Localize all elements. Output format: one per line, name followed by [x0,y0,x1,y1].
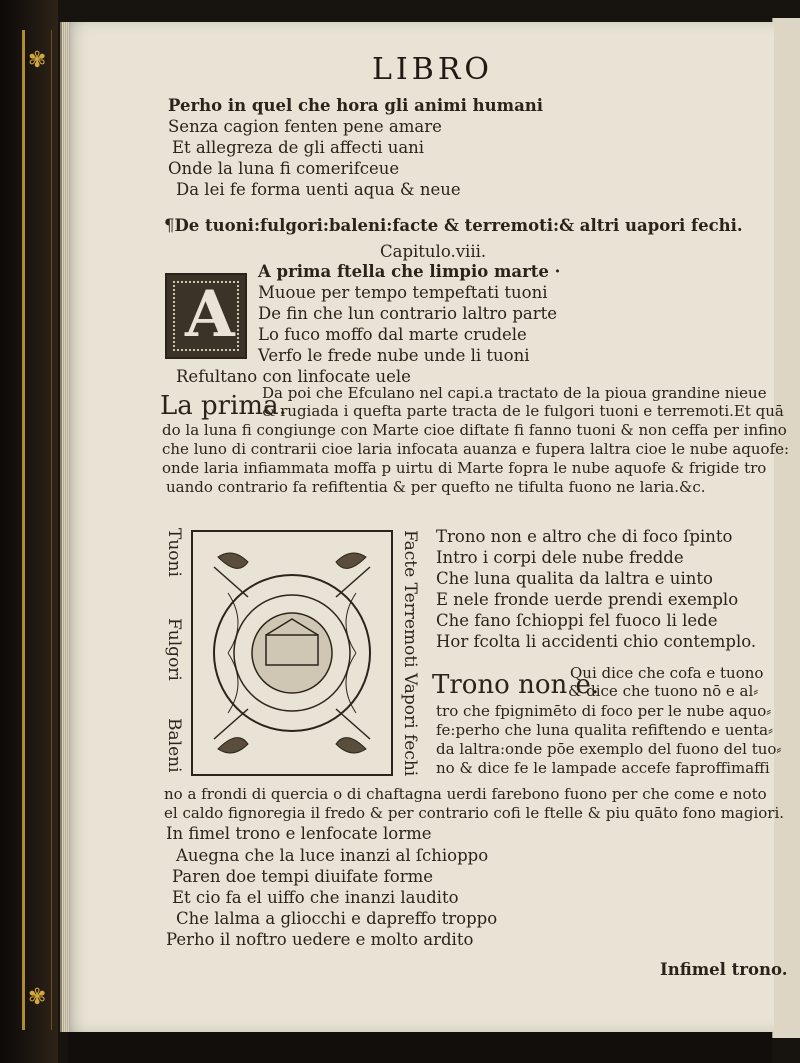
verse-line: Che luna qualita da laltra e uinto [436,569,713,588]
verse-line: Verfo le frede nube unde li tuoni [258,346,530,365]
running-header: LIBRO [372,52,494,87]
verse-line: In fimel trono e lenfocate lorme [166,824,432,843]
verse-line: Et cio fa el uiffo che inanzi laudito [172,888,459,907]
verse-line: Lo fuco moffo dal marte crudele [258,325,527,344]
commentary-line: Da poi che Efculano nel capi.a tractato de la pioua grandine nieue [262,384,767,402]
gilt-ornament-icon: ✾ [28,985,47,1010]
verse-line: Intro i corpi dele nube fredde [436,548,684,567]
verse-line: Paren doe tempi diuifate forme [172,867,434,886]
verse-line: Refultano con linfocate uele [176,367,411,386]
figure-label-fulgori: Fulgori [164,618,184,681]
chapter-title: Capitulo.viii. [380,242,487,261]
verse-line: Da lei fe forma uenti aqua & neue [176,180,461,199]
commentary-line: do la luna fi congiunge con Marte cioe diftate fi fanno tuoni & non ceffa per infino [162,421,787,439]
verse-line: Muoue per tempo tempeftati tuoni [258,283,548,302]
commentary-line: uando contrario fa refiftentia & per quefto ne tifulta fuono ne laria.&c. [166,478,706,496]
decorated-initial [165,273,247,359]
verse-line: Perho in quel che hora gli animi humani [168,96,544,115]
commentary-lead: La prima. [160,391,287,421]
woodcut-illustration [188,527,396,779]
commentary-line: & dice che tuono nō e al⸗ [568,682,759,700]
verse-line: E nele fronde uerde prendi exemplo [436,590,739,609]
verse-line: Auegna che la luce inanzi al ſchioppo [176,846,489,865]
figure-label-baleni: Baleni [164,718,184,773]
gilt-ornament-icon: ✾ [28,48,47,73]
initial-letter: A [185,277,235,352]
commentary-line: el caldo fignoregia il fredo & per contrario cofi le ftelle & piu quāto fono magiori. [164,804,785,822]
verse-line: Hor fcolta li accidenti chio contemplo. [436,632,757,651]
rubric-text: De tuoni:fulgori:baleni:facte & terremoti:& altri uapori fechi. [174,216,743,235]
figure-label-facte: Facte Terremoti Vapori fechi [400,530,420,777]
gilt-border [22,30,52,1030]
verse-line: Senza cagion fenten pene amare [168,117,442,136]
commentary-line: onde laria infiammata moffa p uirtu di Marte fopra le nube aquofe & frigide tro [162,459,767,477]
commentary-line: tro che fpignimēto di foco per le nube aquo⸗ [436,702,772,720]
verse-line: Che fano ſchioppi fel fuoco li lede [436,611,718,630]
verse-line: De fin che lun contrario laltro parte [258,304,558,323]
rubric-heading [164,216,743,235]
catchword: Infimel trono. [660,960,788,979]
page-edge [62,22,70,1032]
pilcrow-icon: ¶ [164,216,175,235]
commentary-line: no & dice fe le lampade accefe faproffimaffi [436,759,770,777]
commentary-line: che luno di contrarii cioe laria infocata auanza e fupera laltra cioe le nube aquofe: [162,440,790,458]
figure-label-tuoni: Tuoni [164,528,184,577]
verse-line: Onde la luna fi comerifceue [168,159,400,178]
commentary-line: da laltra:onde pōe exemplo del fuono del tuo⸗ [436,740,782,758]
commentary-line: fe:perho che luna qualita refiftendo e uenta⸗ [436,721,774,739]
facing-page-edge [772,18,800,1038]
verse-line: Trono non e altro che di foco ſpinto [436,527,733,546]
verse-line: Che lalma a gliocchi e dapreffo troppo [176,909,498,928]
verse-line: A prima ftella che limpio marte · [258,262,561,281]
background-bottom [68,1032,772,1063]
verse-line: Et allegreza de gli affecti uani [172,138,425,157]
commentary-line: no a frondi di quercia o di chaftagna uerdi farebono fuono per che come e noto [164,785,767,803]
commentary-line: & rugiada i quefta parte tracta de le fulgori tuoni e terremoti.Et quā [262,402,784,420]
commentary-line: Qui dice che cofa e tuono [570,664,764,682]
commentary-lead: Trono non e. [432,670,600,700]
verse-line: Perho il noftro uedere e molto ardito [166,930,474,949]
